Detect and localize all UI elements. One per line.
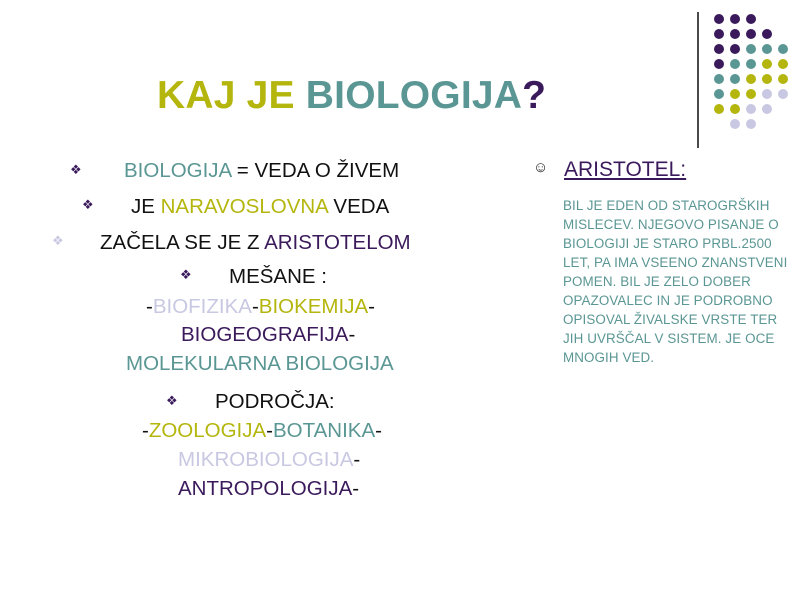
decorative-dot — [762, 74, 772, 84]
left-line-6 — [181, 323, 355, 347]
text: ZAČELA SE JE Z — [100, 231, 265, 254]
term-biokemija: BIOKEMIJA — [258, 295, 369, 318]
term-biofizika: BIOFIZIKA — [152, 295, 252, 318]
dash: - — [352, 477, 360, 500]
text: VEDA — [327, 195, 390, 218]
decorative-dot — [730, 14, 740, 24]
left-line-10 — [178, 448, 360, 472]
smiley-icon: ☺ — [533, 159, 549, 176]
dash: - — [266, 419, 273, 442]
decorative-dot — [778, 59, 788, 69]
diamond-bullet-icon: ❖ — [70, 162, 82, 177]
text: PODROČJA: — [215, 390, 335, 413]
title-part-1: KAJ JE — [157, 74, 306, 117]
decorative-vertical-line — [697, 12, 699, 148]
text: = VEDA O ŽIVEM — [231, 159, 400, 182]
title-part-2: BIOLOGIJA — [305, 74, 523, 117]
decorative-dot — [746, 74, 756, 84]
term-antropologija: ANTROPOLOGIJA — [178, 477, 353, 500]
decorative-dot — [730, 119, 740, 129]
text: JE — [131, 195, 161, 218]
decorative-dot — [714, 14, 724, 24]
decorative-dot — [714, 59, 724, 69]
left-line-5 — [146, 295, 375, 319]
term-biologija: BIOLOGIJA — [124, 159, 232, 182]
decorative-dot — [730, 89, 740, 99]
page-title — [157, 74, 546, 118]
dash: - — [348, 323, 356, 346]
decorative-dot — [746, 29, 756, 39]
decorative-dot — [730, 59, 740, 69]
decorative-dot — [730, 44, 740, 54]
decorative-dot — [778, 44, 788, 54]
decorative-dot — [714, 74, 724, 84]
aristotel-paragraph: BIL JE EDEN OD STAROGRŠKIH MISLECEV. NJEGOVO PISANJE O BIOLOGIJI JE STARO PRBL.2500 LET, PA IMA VSEENO ZNANSTVENI POMEN. BIL JE ZELO DOBER OPAZOVALEC IN JE PODROBNO OPISOVAL ŽIVALSKE VRSTE TER JIH UVRŠČAL V SISTEM. JE OCE MNOGIH VED. — [563, 198, 788, 365]
decorative-dot — [714, 29, 724, 39]
decorative-dot — [762, 104, 772, 114]
decorative-dot — [730, 74, 740, 84]
left-line-4 — [229, 265, 327, 289]
aristotel-heading: ARISTOTEL: — [564, 158, 687, 181]
title-part-3: ? — [522, 74, 547, 117]
left-line-8 — [215, 390, 335, 414]
dash: - — [368, 295, 375, 318]
diamond-bullet-icon: ❖ — [166, 393, 178, 408]
decorative-dot — [746, 89, 756, 99]
left-line-1 — [124, 159, 399, 183]
decorative-dot — [762, 44, 772, 54]
term-zoologija: ZOOLOGIJA — [148, 419, 267, 442]
left-line-7 — [126, 352, 394, 376]
left-line-3 — [100, 231, 411, 255]
decorative-dot — [730, 29, 740, 39]
diamond-bullet-icon: ❖ — [52, 233, 64, 248]
term-botanika: BOTANIKA — [272, 419, 376, 442]
dash: - — [251, 295, 259, 318]
left-line-11 — [178, 477, 359, 501]
decorative-dot — [714, 89, 724, 99]
decorative-dot — [730, 104, 740, 114]
term-molekularna-biologija: MOLEKULARNA BIOLOGIJA — [126, 352, 394, 375]
decorative-dot — [778, 74, 788, 84]
term-aristotelom: ARISTOTELOM — [264, 231, 411, 254]
decorative-dot-grid — [710, 12, 790, 132]
dash: - — [353, 448, 361, 471]
decorative-dot — [746, 59, 756, 69]
diamond-bullet-icon: ❖ — [82, 197, 94, 212]
dash: - — [142, 419, 149, 442]
decorative-dot — [762, 59, 772, 69]
dash: - — [146, 295, 153, 318]
decorative-dot — [746, 104, 756, 114]
left-line-2 — [131, 195, 389, 219]
decorative-dot — [762, 89, 772, 99]
diamond-bullet-icon: ❖ — [180, 267, 192, 282]
text: MEŠANE : — [229, 265, 327, 288]
decorative-dot — [746, 44, 756, 54]
decorative-dot — [746, 14, 756, 24]
decorative-dot — [746, 119, 756, 129]
term-biogeografija: BIOGEOGRAFIJA — [181, 323, 349, 346]
decorative-dot — [778, 89, 788, 99]
term-mikrobiologija: MIKROBIOLOGIJA — [178, 448, 354, 471]
left-line-9 — [142, 419, 382, 443]
dash: - — [375, 419, 382, 442]
decorative-dot — [762, 29, 772, 39]
decorative-dot — [714, 44, 724, 54]
term-naravoslovna: NARAVOSLOVNA — [160, 195, 328, 218]
decorative-dot — [714, 104, 724, 114]
